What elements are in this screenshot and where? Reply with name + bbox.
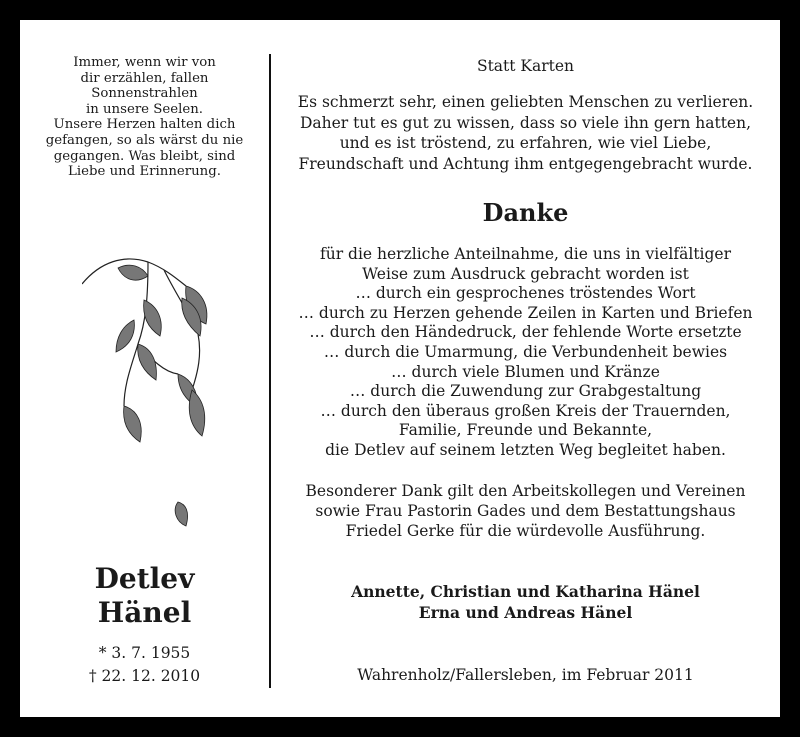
thanks-line: Weise zum Ausdruck gebracht worden ist xyxy=(362,264,689,283)
intro-line: und es ist tröstend, zu erfahren, wie viel Liebe, xyxy=(339,134,712,152)
thanks-line: … durch den Händedruck, der fehlende Worte ersetzte xyxy=(309,323,742,342)
memorial-poem xyxy=(20,55,269,180)
birch-leaf xyxy=(118,265,148,280)
thanks-title: Danke xyxy=(482,198,569,227)
signer-line: Annette, Christian und Katharina Hänel xyxy=(351,582,700,601)
thanks-line: … durch die Zuwendung zur Grabgestaltung xyxy=(349,382,702,401)
poem-line: gefangen, so als wärst du nie xyxy=(45,132,244,148)
special-thanks-line: sowie Frau Pastorin Gades und dem Bestattungshaus xyxy=(315,502,736,520)
birch-branch-illustration xyxy=(82,240,212,530)
thanks-line: Familie, Freunde und Bekannte, xyxy=(398,421,653,440)
thanks-line: für die herzliche Anteilnahme, die uns in vielfältiger xyxy=(319,245,732,263)
poem-line: Sonnenstrahlen xyxy=(91,86,198,102)
right-column xyxy=(271,20,780,717)
thanks-line: … durch ein gesprochenes tröstendes Wort xyxy=(355,284,696,303)
deceased-first-name: Detlev xyxy=(94,562,195,595)
special-thanks-line: Besonderer Dank gilt den Arbeitskollegen und Vereinen xyxy=(305,482,746,500)
thanks-line: … durch den überaus großen Kreis der Trauernden, xyxy=(320,401,731,420)
intro-line: Daher tut es gut zu wissen, dass so viele ihn gern hatten, xyxy=(299,113,752,132)
birch-leaf xyxy=(116,320,134,352)
special-thanks-line: Friedel Gerke für die würdevolle Ausführung. xyxy=(345,522,706,540)
thanks-line: … durch die Umarmung, die Verbundenheit bewies xyxy=(323,342,728,361)
thanks-line: … durch zu Herzen gehende Zeilen in Karten und Briefen xyxy=(298,303,753,322)
notice-header: Statt Karten xyxy=(476,57,575,75)
poem-line: gegangen. Was bleibt, sind xyxy=(53,148,236,164)
birch-leaf xyxy=(189,390,205,436)
thanks-paragraph xyxy=(271,245,780,461)
falling-leaf-icon xyxy=(175,502,187,526)
place-date: Wahrenholz/Fallersleben, im Februar 2011 xyxy=(357,666,694,684)
birch-leaf xyxy=(144,300,162,336)
poem-line: Unsere Herzen halten dich xyxy=(53,117,236,133)
poem-line: dir erzählen, fallen xyxy=(80,70,209,86)
left-column xyxy=(20,20,269,717)
thanks-line: … durch viele Blumen und Kränze xyxy=(391,362,660,381)
poem-line: Liebe und Erinnerung. xyxy=(68,164,221,180)
thanks-line: die Detlev auf seinem letzten Weg begleitet haben. xyxy=(325,440,726,459)
intro-line: Es schmerzt sehr, einen geliebten Menschen zu verlieren. xyxy=(297,93,754,111)
birch-leaf xyxy=(124,406,142,442)
intro-line: Freundschaft und Achtung ihm entgegengebracht wurde. xyxy=(298,154,753,173)
deceased-name xyxy=(20,562,269,630)
birth-date: * 3. 7. 1955 xyxy=(98,644,191,662)
intro-paragraph xyxy=(271,92,780,174)
life-dates xyxy=(20,642,269,688)
poem-line: Immer, wenn wir von xyxy=(73,55,216,70)
death-date: † 22. 12. 2010 xyxy=(88,667,201,685)
signer-line: Erna und Andreas Hänel xyxy=(418,602,633,622)
birch-leaf xyxy=(138,344,157,380)
deceased-last-name: Hänel xyxy=(97,596,192,629)
signers xyxy=(271,582,780,623)
special-thanks-paragraph xyxy=(271,481,780,541)
poem-line: in unsere Seelen. xyxy=(85,101,204,117)
